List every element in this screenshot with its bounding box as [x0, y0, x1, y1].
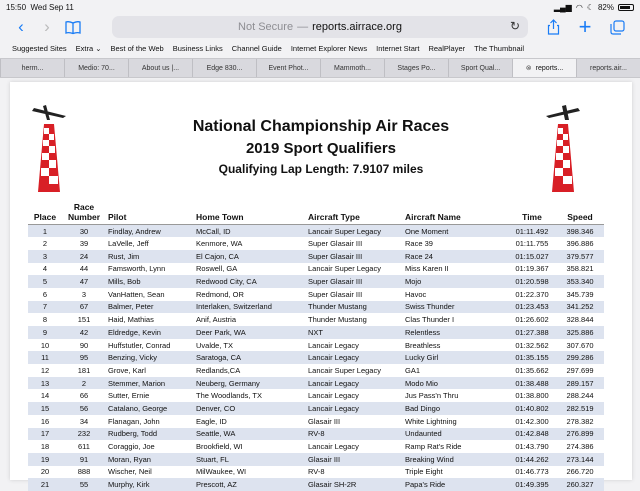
- moon-icon: ☾: [586, 2, 594, 12]
- table-cell: NXT: [306, 326, 403, 339]
- table-cell: One Moment: [403, 225, 508, 238]
- table-cell: Rust, Jim: [106, 250, 194, 263]
- table-cell: Brookfield, WI: [196, 442, 243, 452]
- table-cell: Balmer, Peter: [106, 301, 194, 314]
- battery-percent: 82%: [597, 2, 614, 12]
- tab-label: Sport Qual...: [460, 64, 501, 72]
- table-cell: 181: [77, 365, 91, 375]
- table-cell: 266.720: [566, 467, 594, 477]
- table-cell: Catalano, George: [106, 402, 194, 415]
- table-cell: 67: [62, 301, 106, 314]
- page-subtitle: 2019 Sport Qualifiers: [245, 140, 397, 157]
- table-cell: 278.382: [566, 416, 594, 426]
- table-cell: 44: [79, 264, 89, 274]
- table-row: [28, 275, 604, 288]
- table-cell: Race 39: [405, 239, 433, 249]
- tab-label: Mammoth...: [334, 64, 371, 72]
- table-cell: Thunder Mustang: [306, 301, 403, 314]
- tab-label: Medio: 70...: [78, 64, 115, 72]
- reload-icon[interactable]: ↻: [509, 19, 520, 33]
- table-cell: 398.346: [556, 225, 604, 238]
- address-domain: reports.airrace.org: [312, 21, 402, 33]
- bookmarks-button[interactable]: [60, 14, 86, 40]
- table-cell: The Woodlands, TX: [196, 391, 263, 401]
- table-cell: Roswell, GA: [196, 264, 238, 274]
- table-cell: Ramp Rat's Ride: [405, 442, 462, 452]
- table-cell: 01:43.790: [515, 442, 549, 452]
- table-cell: 01:20.598: [508, 275, 556, 288]
- table-cell: Breathless: [405, 340, 441, 350]
- table-cell: 01:27.388: [508, 326, 556, 339]
- table-cell: McCall, ID: [194, 225, 306, 238]
- table-cell: 3: [28, 250, 62, 263]
- table-cell: 396.886: [566, 239, 594, 249]
- page-title: National Championship Air Races: [192, 118, 450, 135]
- table-header-row: [28, 202, 604, 225]
- table-cell: 888: [77, 467, 91, 477]
- favorite-link[interactable]: Extra ⌄: [75, 43, 102, 53]
- table-cell: 328.844: [566, 315, 594, 325]
- browser-tab[interactable]: [512, 59, 576, 77]
- table-cell: 01:15.027: [508, 250, 556, 263]
- col-speed: Speed: [567, 212, 593, 222]
- table-cell: Rudberg, Todd: [106, 428, 194, 441]
- table-cell: Seattle, WA: [194, 428, 306, 441]
- table-cell: 34: [79, 416, 89, 426]
- table-cell: 297.699: [566, 365, 594, 375]
- table-row: [28, 364, 604, 377]
- table-cell: Bad Dingo: [403, 402, 508, 415]
- table-cell: Benzing, Vicky: [106, 351, 194, 364]
- favorite-link[interactable]: Internet Explorer News: [290, 43, 368, 53]
- table-cell: 01:11.492: [508, 225, 556, 238]
- table-cell: 01:26.602: [515, 315, 549, 325]
- table-cell: 289.157: [556, 377, 604, 390]
- table-cell: 01:38.488: [508, 377, 556, 390]
- table-cell: Neuberg, Germany: [194, 377, 306, 390]
- table-cell: 12: [40, 365, 50, 375]
- table-cell: Super Glasair III: [306, 250, 403, 263]
- table-cell: Lancair Legacy: [308, 391, 359, 401]
- table-row: [28, 453, 604, 466]
- table-cell: 7: [28, 301, 62, 314]
- address-bar[interactable]: [112, 16, 528, 38]
- table-row: [28, 440, 604, 453]
- table-cell: Redmond, OR: [196, 289, 244, 299]
- favorite-link[interactable]: Business Links: [172, 43, 223, 53]
- table-cell: Mojo: [403, 275, 508, 288]
- table-cell: 1: [28, 225, 62, 238]
- table-cell: Glasair III: [308, 416, 341, 426]
- table-cell: 15: [28, 402, 62, 415]
- table-cell: Redlands,CA: [196, 365, 241, 375]
- forward-button[interactable]: [34, 14, 60, 40]
- table-cell: Miss Karen II: [405, 264, 449, 274]
- table-cell: 274.386: [566, 442, 594, 452]
- table-cell: Flanagan, John: [108, 416, 160, 426]
- favorite-link[interactable]: Suggested Sites: [12, 43, 67, 53]
- status-right: [554, 3, 634, 12]
- table-cell: 20: [40, 467, 50, 477]
- table-cell: 353.340: [556, 275, 604, 288]
- table-cell: Denver, CO: [194, 402, 306, 415]
- col-aircraft-name: Aircraft Name: [405, 212, 461, 222]
- table-row: [28, 389, 604, 402]
- table-cell: 3: [81, 289, 87, 299]
- tabs-icon: [610, 20, 625, 35]
- table-cell: Super Glasair III: [306, 275, 403, 288]
- table-cell: 01:40.802: [508, 402, 556, 415]
- report-titles: [10, 116, 632, 178]
- table-cell: Lancair Legacy: [306, 377, 403, 390]
- table-row: [28, 225, 604, 238]
- col-race-number: Race Number: [67, 202, 101, 222]
- table-cell: 232: [62, 428, 106, 441]
- col-time: Time: [522, 212, 542, 222]
- table-cell: 325.886: [556, 326, 604, 339]
- table-cell: Eagle, ID: [196, 416, 227, 426]
- wifi-icon: ◠: [575, 2, 583, 12]
- tab-label: Stages Po...: [397, 64, 436, 72]
- table-cell: 01:22.370: [515, 289, 549, 299]
- table-cell: RV-8: [306, 428, 403, 441]
- table-cell: 66: [79, 391, 89, 401]
- tab-label: herm...: [21, 64, 44, 72]
- table-cell: Huffstutler, Conrad: [108, 340, 171, 350]
- tab-bar: [0, 58, 640, 78]
- table-cell: El Cajon, CA: [194, 250, 306, 263]
- table-cell: 01:44.262: [508, 453, 556, 466]
- table-cell: Glasair SH-2R: [306, 478, 403, 491]
- battery-icon: [618, 4, 634, 11]
- table-cell: Murphy, Kirk: [106, 478, 194, 491]
- table-cell: 01:23.453: [508, 301, 556, 314]
- browser-tab[interactable]: [0, 59, 64, 77]
- browser-toolbar: [0, 14, 640, 40]
- table-cell: 01:35.662: [515, 365, 549, 375]
- browser-tab[interactable]: [448, 59, 512, 77]
- table-cell: 90: [79, 340, 89, 350]
- close-tab-icon[interactable]: ⊗: [525, 65, 532, 72]
- tab-label: About us |...: [141, 64, 180, 72]
- table-row: [28, 466, 604, 479]
- table-cell: 260.327: [556, 478, 604, 491]
- table-cell: 2: [42, 239, 48, 249]
- web-page: [10, 82, 632, 490]
- qualifiers-table: [28, 202, 604, 491]
- table-cell: 11: [28, 351, 62, 364]
- chevron-right-icon: ›: [44, 17, 50, 36]
- tab-label: Event Phot...: [268, 64, 309, 72]
- table-cell: Coraggio, Joe: [108, 442, 155, 452]
- table-row: [28, 478, 604, 491]
- table-cell: Lancair Super Legacy: [308, 365, 381, 375]
- table-cell: MilWaukee, WI: [196, 467, 247, 477]
- table-cell: Stuart, FL: [194, 453, 306, 466]
- table-cell: 358.821: [566, 264, 594, 274]
- table-cell: Grove, Karl: [108, 365, 146, 375]
- table-cell: 01:38.800: [515, 391, 549, 401]
- table-cell: 30: [62, 225, 106, 238]
- table-cell: Clas Thunder I: [405, 315, 455, 325]
- signal-icon: ▂▄▆: [553, 2, 572, 12]
- table-cell: 24: [62, 250, 106, 263]
- table-cell: Undaunted: [403, 428, 508, 441]
- tab-label: reports...: [535, 64, 564, 72]
- table-cell: 39: [79, 239, 89, 249]
- table-cell: 95: [62, 351, 106, 364]
- table-cell: Prescott, AZ: [194, 478, 306, 491]
- table-cell: 01:32.562: [515, 340, 549, 350]
- table-cell: 282.519: [556, 402, 604, 415]
- table-cell: Glasair III: [306, 453, 403, 466]
- lap-length: Qualifying Lap Length: 7.9107 miles: [218, 162, 424, 176]
- table-cell: 19: [28, 453, 62, 466]
- table-row: [28, 402, 604, 415]
- table-cell: Haid, Mathias: [108, 315, 154, 325]
- table-cell: Moran, Ryan: [106, 453, 194, 466]
- table-cell: Race 24: [403, 250, 508, 263]
- share-icon: [547, 19, 560, 35]
- back-button[interactable]: [8, 14, 34, 40]
- table-cell: Wischer, Neil: [108, 467, 152, 477]
- browser-tab[interactable]: [576, 59, 640, 77]
- table-cell: 8: [42, 315, 48, 325]
- table-cell: 01:42.300: [515, 416, 549, 426]
- table-row: [28, 301, 604, 314]
- browser-tab[interactable]: [192, 59, 256, 77]
- table-cell: Breaking Wind: [403, 453, 508, 466]
- table-cell: 17: [28, 428, 62, 441]
- table-cell: Interlaken, Switzerland: [194, 301, 306, 314]
- table-row: [28, 250, 604, 263]
- table-row: [28, 415, 604, 428]
- table-cell: Stemmer, Marion: [106, 377, 194, 390]
- table-cell: 16: [40, 416, 50, 426]
- table-cell: Deer Park, WA: [194, 326, 306, 339]
- favorite-link[interactable]: RealPlayer: [428, 43, 466, 53]
- favorite-link[interactable]: Internet Start: [376, 43, 420, 53]
- table-cell: 91: [62, 453, 106, 466]
- table-cell: 288.244: [566, 391, 594, 401]
- table-cell: LaVelle, Jeff: [108, 239, 149, 249]
- tabs-overview-button[interactable]: [604, 14, 630, 40]
- table-cell: Saratoga, CA: [194, 351, 306, 364]
- table-cell: 18: [40, 442, 50, 452]
- chevron-left-icon: ‹: [18, 17, 24, 36]
- browser-tab[interactable]: [64, 59, 128, 77]
- table-cell: 21: [28, 478, 62, 491]
- table-cell: Mills, Bob: [106, 275, 194, 288]
- table-row: [28, 351, 604, 364]
- table-row: [28, 339, 604, 352]
- table-cell: Havoc: [405, 289, 427, 299]
- new-tab-button[interactable]: [572, 14, 598, 40]
- favorites-bar: [0, 40, 640, 56]
- table-cell: 10: [40, 340, 50, 350]
- table-cell: Thunder Mustang: [308, 315, 367, 325]
- table-row: [28, 428, 604, 441]
- table-row: [28, 326, 604, 339]
- table-cell: Modo Mio: [403, 377, 508, 390]
- table-cell: 345.739: [566, 289, 594, 299]
- col-home-town: Home Town: [196, 212, 244, 222]
- favorite-link[interactable]: Channel Guide: [231, 43, 282, 53]
- address-separator: —: [297, 21, 309, 33]
- table-cell: Uvalde, TX: [196, 340, 233, 350]
- favorite-link[interactable]: Best of the Web: [110, 43, 164, 53]
- table-cell: Sutter, Ernie: [108, 391, 150, 401]
- table-cell: 47: [62, 275, 106, 288]
- col-pilot: Pilot: [108, 212, 127, 222]
- share-button[interactable]: [540, 14, 566, 40]
- table-cell: 56: [62, 402, 106, 415]
- tab-label: Edge 830...: [206, 64, 243, 72]
- table-row: [28, 288, 604, 301]
- table-cell: 9: [28, 326, 62, 339]
- table-cell: Super Glasair III: [308, 239, 363, 249]
- table-cell: 13: [28, 377, 62, 390]
- table-cell: Lancair Legacy: [306, 402, 403, 415]
- table-cell: 341.252: [556, 301, 604, 314]
- table-cell: GA1: [405, 365, 421, 375]
- table-cell: Lancair Legacy: [308, 340, 359, 350]
- table-cell: Papa's Ride: [403, 478, 508, 491]
- table-row: [28, 313, 604, 326]
- table-cell: 01:49.395: [508, 478, 556, 491]
- table-cell: 611: [78, 442, 90, 452]
- favorite-link[interactable]: The Thumbnail: [474, 43, 525, 53]
- table-row: [28, 377, 604, 390]
- status-time-date: 15:50 Wed Sep 11: [6, 2, 74, 12]
- table-cell: 5: [28, 275, 62, 288]
- table-cell: Anif, Austria: [196, 315, 237, 325]
- plus-icon: +: [578, 14, 592, 39]
- browser-tab[interactable]: [384, 59, 448, 77]
- table-cell: Lancair Legacy: [306, 351, 403, 364]
- table-row: [28, 237, 604, 250]
- table-cell: Eldredge, Kevin: [106, 326, 194, 339]
- table-cell: Lancair Super Legacy: [306, 225, 403, 238]
- status-bar: [0, 0, 640, 14]
- table-cell: 55: [62, 478, 106, 491]
- browser-tab[interactable]: [128, 59, 192, 77]
- table-cell: Relentless: [403, 326, 508, 339]
- table-cell: Swiss Thunder: [403, 301, 508, 314]
- table-cell: Lancair Super Legacy: [308, 264, 381, 274]
- table-cell: Triple Eight: [405, 467, 443, 477]
- table-cell: 4: [42, 264, 48, 274]
- table-cell: Findlay, Andrew: [106, 225, 194, 238]
- table-cell: White Lightning: [405, 416, 457, 426]
- table-cell: 14: [40, 391, 50, 401]
- table-cell: 01:35.155: [508, 351, 556, 364]
- tab-label: reports.air...: [590, 64, 627, 72]
- table-cell: Super Glasair III: [308, 289, 363, 299]
- table-cell: 42: [62, 326, 106, 339]
- table-cell: 379.577: [556, 250, 604, 263]
- table-cell: Kenmore, WA: [196, 239, 243, 249]
- table-cell: Jus Pass'n Thru: [405, 391, 459, 401]
- table-cell: 2: [62, 377, 106, 390]
- table-cell: 307.670: [566, 340, 594, 350]
- browser-tab[interactable]: [256, 59, 320, 77]
- table-cell: Lancair Legacy: [308, 442, 359, 452]
- table-cell: 276.899: [556, 428, 604, 441]
- table-cell: Redwood City, CA: [194, 275, 306, 288]
- table-row: [28, 263, 604, 276]
- table-cell: 01:46.773: [515, 467, 549, 477]
- table-cell: 6: [42, 289, 48, 299]
- table-cell: 151: [77, 315, 91, 325]
- browser-tab[interactable]: [320, 59, 384, 77]
- table-cell: 01:42.848: [508, 428, 556, 441]
- table-cell: RV-8: [308, 467, 325, 477]
- col-aircraft-type: Aircraft Type: [308, 212, 360, 222]
- table-cell: Famsworth, Lynn: [108, 264, 166, 274]
- table-cell: 01:11.755: [515, 239, 549, 249]
- book-icon: [65, 21, 81, 34]
- table-cell: 299.286: [556, 351, 604, 364]
- not-secure-label: Not Secure: [238, 21, 294, 33]
- table-cell: VanHatten, Sean: [108, 289, 165, 299]
- table-cell: 273.144: [556, 453, 604, 466]
- col-place: Place: [33, 212, 57, 222]
- table-cell: 01:19.367: [515, 264, 549, 274]
- table-cell: Lucky Girl: [403, 351, 508, 364]
